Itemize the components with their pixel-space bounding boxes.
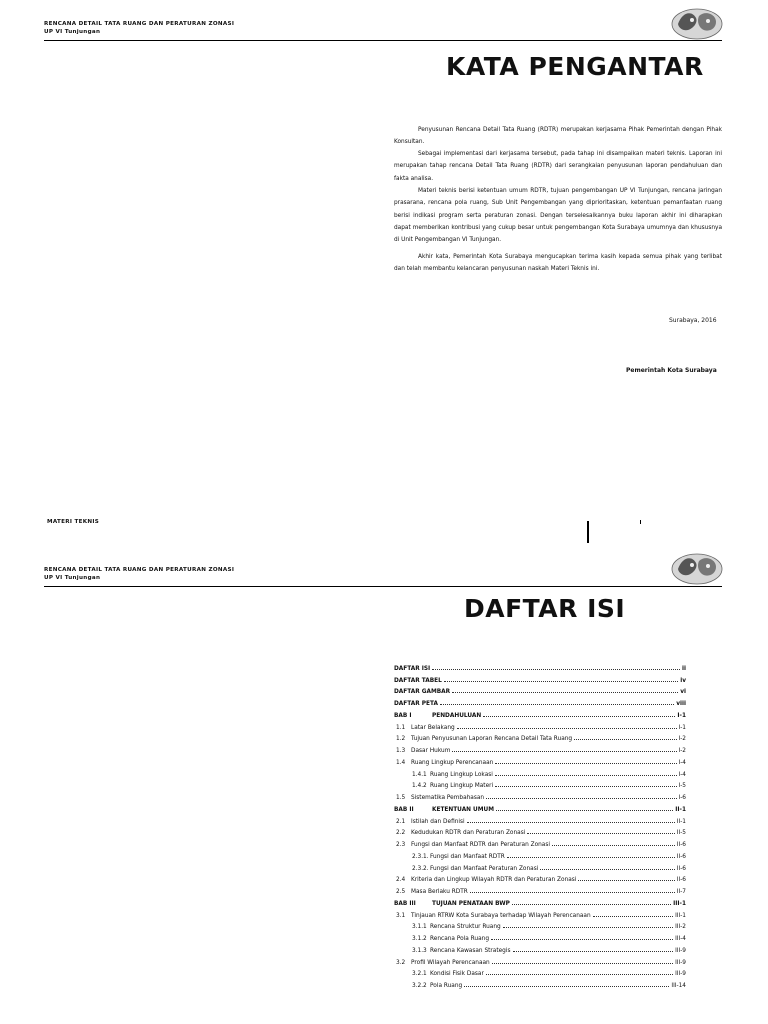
toc-page-number: I-6 [678,795,686,801]
toc-row[interactable] [394,707,686,719]
toc-label: Rencana Pola Ruang [430,936,490,942]
toc-row[interactable] [394,660,686,672]
toc-row[interactable] [394,930,686,942]
toc-label: Fungsi dan Manfaat Peraturan Zonasi [430,865,539,872]
toc-label: Rencana Struktur Ruang [430,924,501,931]
toc-number: 1.1 [396,724,406,731]
toc-label: DAFTAR ISI [394,665,431,672]
toc-leader-dots [491,939,673,940]
toc-row[interactable] [394,942,686,954]
toc-label: Ruang Lingkup Materi [430,783,494,790]
toc-row[interactable] [394,754,686,766]
toc-leader-dots [452,692,678,693]
toc-label: Kriteria dan Lingkup Wilayah RDTR dan Peraturan Zonasi [411,877,577,884]
page1-footer: MATERI TEKNIS [47,519,100,525]
toc-page-number: I-1 [677,712,686,719]
toc-leader-dots [540,869,674,870]
toc-number: 1.3 [396,748,406,754]
page1-title: KATA PENGANTAR [446,52,704,81]
toc-label: DAFTAR GAMBAR [394,689,451,696]
toc-row[interactable] [394,731,686,743]
toc-leader-dots [495,786,676,787]
toc-leader-dots [495,775,677,776]
toc-page-number: II-6 [676,842,686,848]
toc-row[interactable] [394,836,686,848]
toc-number: 3.1.3 [412,947,427,954]
toc-page-number: II-7 [676,889,686,895]
toc-leader-dots [513,951,674,952]
toc-number: 1.4 [396,759,406,766]
toc-label: Tujuan Penyusunan Laporan Rencana Detail Tata Ruang [411,736,573,743]
toc-label: DAFTAR PETA [394,701,438,707]
toc-label: Istilah dan Definisi [411,818,465,825]
toc-number: 3.1 [396,912,406,919]
toc-row[interactable] [394,954,686,966]
toc-label: PENDAHULUAN [432,712,482,719]
toc-label: DAFTAR TABEL [394,677,442,684]
toc-row[interactable] [394,872,686,884]
toc-row[interactable] [394,848,686,860]
toc-number: 2.5 [396,889,406,895]
toc-row[interactable] [394,977,686,989]
toc-leader-dots [486,974,673,975]
toc-row[interactable] [394,919,686,931]
toc-page-number: III-1 [675,912,686,919]
toc-number: BAB II [394,806,414,813]
page1-paragraph-2: Sebagai implementasi dari kerjasama tersebut, pada tahap ini disampaikan materi teknis. Laporan ini merupakan tahap rencana Detail Tata Ruang (RDTR) dari serangkaian penyusunan laporan pendahuluan dan fakta analisa. [394,151,722,182]
toc-label: Ruang Lingkup Perencanaan [411,759,494,766]
toc-row[interactable] [394,695,686,707]
toc-page-number: I-4 [678,771,686,778]
toc-row[interactable] [394,672,686,684]
toc-leader-dots [440,704,674,705]
toc-row[interactable] [394,766,686,778]
toc-label: Profil Wilayah Perencanaan [411,959,490,966]
toc-label: Rencana Kawasan Strategis [430,947,511,954]
toc-leader-dots [495,763,676,764]
toc-label: Masa Berlaku RDTR [411,889,468,895]
toc-page-number: III-4 [675,936,686,942]
toc-page-number: II-5 [676,830,686,837]
toc-leader-dots [503,927,673,928]
toc-label: Kondisi Fisik Dasar [430,971,484,978]
toc-row[interactable] [394,778,686,790]
page2-title: DAFTAR ISI [464,594,626,623]
toc-number: 3.2.2 [412,983,427,989]
toc-number: 3.1.1 [412,924,427,931]
toc-page-number: II-6 [676,865,686,872]
toc-leader-dots [507,857,675,858]
toc-row[interactable] [394,742,686,754]
toc-number: 3.2 [396,959,406,966]
toc-row[interactable] [394,883,686,895]
toc-row[interactable] [394,825,686,837]
toc-page-number: I-2 [678,748,686,754]
toc-row[interactable] [394,801,686,813]
toc-page-number: vi [680,689,686,696]
toc-leader-dots [470,892,675,893]
page1-paragraph-4: Akhir kata, Pemerintah Kota Surabaya mengucapkan terima kasih kepada semua pihak yang terlibat dan telah membantu kelancaran penyusunan naskah Materi Teknis ini. [394,254,722,273]
toc-leader-dots [483,716,675,717]
toc-row[interactable] [394,907,686,919]
page1-paragraph-3: Materi teknis berisi ketentuan umum RDTR, tujuan pengembangan UP VI Tunjungan, rencana jaringan prasarana, rencana pola ruang, Sub Unit Pengembangan yang diprioritaskan, ketentuan pemanfaatan ruang berisi indikasi program serta peraturan zonasi. Dengan terselesaikannya buku laporan akhir ini diharapkan dapat memberikan kontribusi yang cukup besar untuk pengembangan Kota Surabaya umumnya dan khususnya di Unit Pengembangan VI Tunjungan. [394,188,722,244]
toc-leader-dots [492,963,673,964]
toc-page-number: II-1 [675,806,686,813]
toc-label: Pola Ruang [430,983,463,989]
toc-leader-dots [574,739,676,740]
toc-row[interactable] [394,966,686,978]
toc-number: 3.2.1 [412,971,427,978]
toc-number: 2.2 [396,830,406,837]
toc-leader-dots [486,798,676,799]
toc-number: BAB III [394,900,416,907]
toc-page-number: III-1 [673,900,686,907]
toc-leader-dots [457,728,677,729]
toc-number: 2.1 [396,818,406,825]
toc-page-number: III-9 [675,959,686,966]
page2-header-subtitle: UP VI Tunjungan [44,575,101,581]
toc-label: Dasar Hukum [411,748,451,754]
toc-label: TUJUAN PENATAAN BWP [432,900,510,907]
toc-label: KETENTUAN UMUM [432,806,495,813]
toc-page-number: I-1 [678,724,686,731]
page2-header-title: RENCANA DETAIL TATA RUANG DAN PERATURAN ZONASI [44,567,235,573]
page-divider-bar [587,521,589,543]
toc-page-number: I-2 [678,736,686,743]
toc-page-number: II-6 [676,877,686,884]
signatory: Pemerintah Kota Surabaya [626,367,717,374]
toc-row[interactable] [394,719,686,731]
place-date: Surabaya, 2016 [669,317,717,324]
surabaya-logo-icon [670,2,724,42]
toc-label: Tinjauan RTRW Kota Surabaya terhadap Wilayah Perencanaan [411,912,591,919]
toc-row[interactable] [394,860,686,872]
toc-number: 1.4.2 [412,783,427,790]
toc-row[interactable] [394,895,686,907]
toc-number: 2.3 [396,842,406,848]
toc-page-number: II-6 [676,853,686,860]
toc-label: Latar Belakang [411,724,455,731]
toc-leader-dots [512,904,671,905]
toc-label: Ruang Lingkup Lokasi [430,771,493,778]
toc-leader-dots [432,669,680,670]
page-divider-tick [640,520,641,524]
toc-page-number: iv [680,677,686,684]
page2-header [44,566,234,582]
page1-header [44,20,234,36]
toc-number: 1.4.1 [412,771,427,778]
toc-number: 1.5 [396,795,406,801]
page1-paragraph-1: Penyusunan Rencana Detail Tata Ruang (RDTR) merupakan kerjasama Pihak Pemerintah dengan Pihak Konsultan. [394,127,722,146]
surabaya-logo-icon [670,547,724,587]
toc-label: Kedudukan RDTR dan Peraturan Zonasi [411,830,526,837]
toc-page-number: ii [682,665,686,672]
toc-leader-dots [467,822,675,823]
table-of-contents [394,660,686,989]
toc-number: 3.1.2 [412,936,427,942]
toc-number: 1.2 [396,736,406,743]
toc-row[interactable] [394,813,686,825]
toc-number: BAB I [394,712,412,719]
toc-label: Sistematika Pembahasan [411,795,485,801]
toc-page-number: III-2 [675,924,686,931]
toc-leader-dots [527,833,674,834]
toc-leader-dots [578,880,674,881]
toc-leader-dots [496,810,673,811]
toc-label: Fungsi dan Manfaat RDTR [430,853,505,860]
toc-label: Fungsi dan Manfaat RDTR dan Peraturan Zonasi [411,842,550,848]
toc-page-number: III-9 [675,947,686,954]
page1-header-subtitle: UP VI Tunjungan [44,29,101,35]
toc-leader-dots [444,681,678,682]
toc-page-number: III-14 [671,983,686,989]
toc-leader-dots [593,916,673,917]
toc-page-number: viii [676,701,686,707]
toc-leader-dots [464,986,669,987]
toc-number: 2.3.1. [412,853,429,860]
toc-page-number: III-9 [675,971,686,978]
toc-number: 2.4 [396,877,406,884]
page1-header-rule [44,40,722,41]
toc-number: 2.3.2. [412,865,429,872]
toc-leader-dots [552,845,675,846]
page1-header-title: RENCANA DETAIL TATA RUANG DAN PERATURAN ZONASI [44,21,235,27]
page2-header-rule [44,586,722,587]
toc-row[interactable] [394,684,686,696]
toc-page-number: I-4 [678,759,686,766]
toc-page-number: II-1 [676,818,686,825]
toc-page-number: I-5 [678,783,686,790]
toc-row[interactable] [394,789,686,801]
toc-leader-dots [452,751,676,752]
